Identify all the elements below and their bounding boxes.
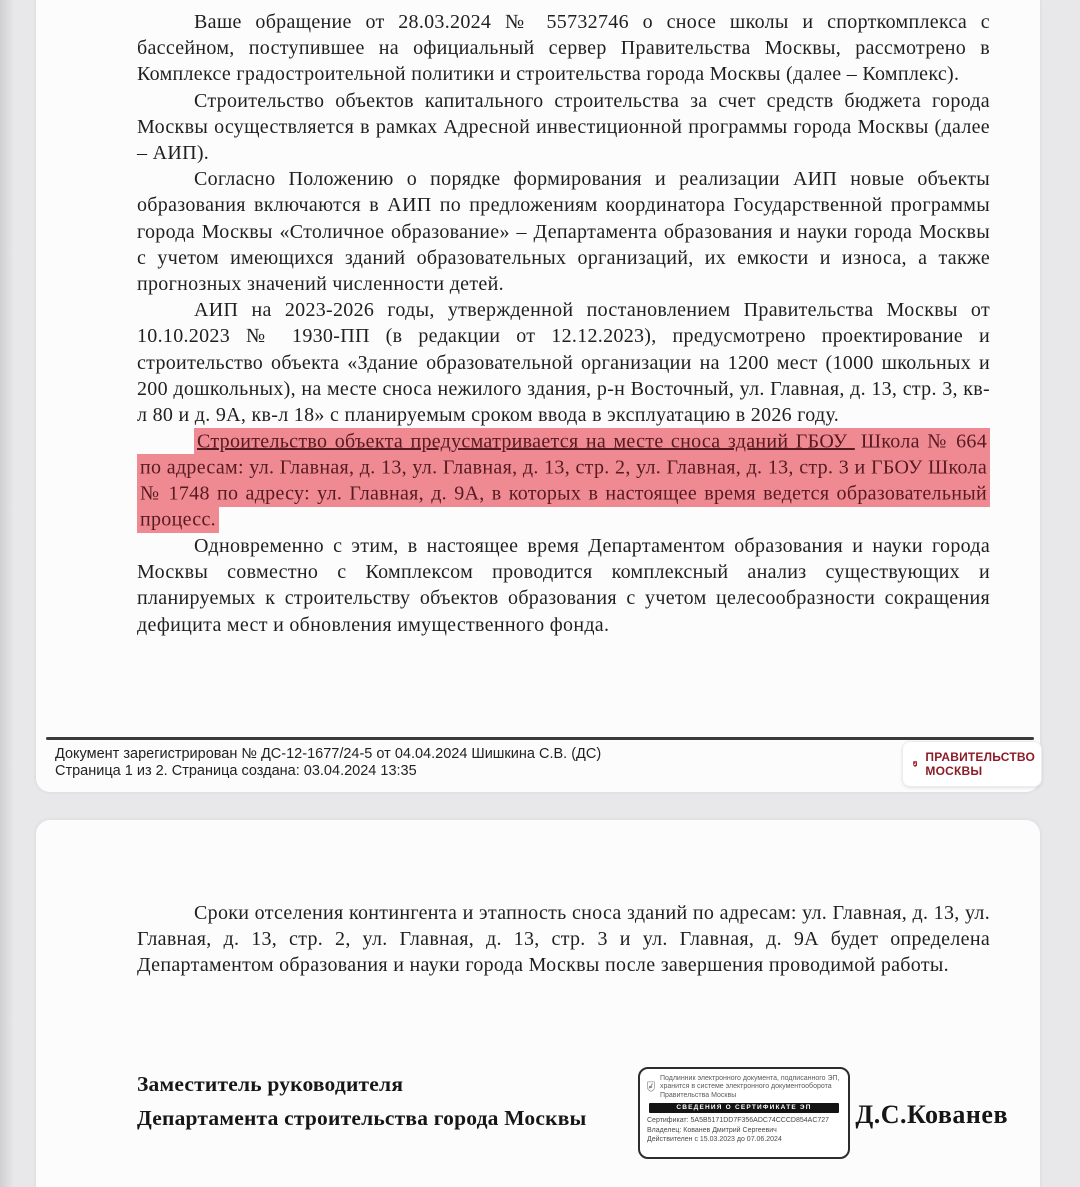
paragraph-highlighted xyxy=(137,428,990,533)
stamp-header-text: Подлинник электронного документа, подписанного ЭП, хранится в системе электронного документооборота Правительства Москвы xyxy=(659,1074,840,1099)
logo-line-2: МОСКВЫ xyxy=(925,764,983,778)
page-1-card xyxy=(36,0,1040,792)
paragraph-aip-budget: Строительство объектов капитального строительства за счет средств бюджета города Москвы осуществляется в рамках Адресной инвестиционной программы города Москвы (далее – АИП). xyxy=(137,89,990,165)
signer-position xyxy=(137,1067,587,1135)
stamp-owner-line: Владелец: Кованев Дмитрий Сергеевич xyxy=(647,1126,777,1134)
signer-name: Д.С.Кованев xyxy=(855,1099,1008,1129)
moscow-government-logo xyxy=(902,741,1042,787)
signature-block xyxy=(36,1067,1040,1177)
signer-position-line-2: Департамента строительства города Москвы xyxy=(137,1105,587,1130)
registration-line: Документ зарегистрирован № ДС-12-1677/24-5 от 04.04.2024 Шишкина С.В. (ДС) xyxy=(55,746,602,762)
paragraph-aip-2023-2026: АИП на 2023-2026 годы, утвержденной постановлением Правительства Москвы от 10.10.2023 № 1930-ПП (в редакции от 12.12.2023), предусмотрено проектирование и строительство объекта «Здание образовательной организации на 1200 мест (1000 школьных и 200 дошкольных), на месте сноса нежилого здания, р-н Восточный, ул. Главная, д. 13, стр. 3, кв-л 80 и д. 9А, кв-л 18» с планируемым сроком ввода в эксплуатацию в 2026 году. xyxy=(137,299,990,427)
moscow-coat-of-arms-icon xyxy=(913,745,917,783)
page-1-footer xyxy=(36,742,1040,792)
logo-line-1: ПРАВИТЕЛЬСТВО xyxy=(925,750,1035,764)
paragraph-resettlement: Сроки отселения контингента и этапность сноса зданий по адресам: ул. Главная, д. 13, ул. Главная, д. 13, стр. 2, ул. Главная, д. 13, стр. 3 и ул. Главная, д. 9А будет определена Департаментом образования и науки города Москвы после завершения проводимой работы. xyxy=(137,902,990,977)
page-2-card xyxy=(36,820,1040,1187)
stamp-coat-of-arms-icon xyxy=(647,1074,655,1099)
highlighted-underlined-text: Строительство объекта предусматривается на месте сноса зданий ГБОУ xyxy=(194,428,858,455)
page-info-line: Страница 1 из 2. Страница создана: 03.04.2024 13:35 xyxy=(55,763,417,779)
page-2-body xyxy=(36,820,1040,979)
registration-info xyxy=(55,746,601,780)
stamp-certificate-line: Сертификат: 5A5B5171DD7F356ADC74CCCD854AC727 xyxy=(647,1117,830,1125)
paragraph-closing: Одновременно с этим, в настоящее время Департаментом образования и науки города Москвы совместно с Комплексом проводится комплексный анализ существующих и планируемых к строительству объектов образования с учетом целесообразности сокращения дефицита мест и обновления имущественного фонда. xyxy=(137,535,990,636)
paragraph-appeal: Ваше обращение от 28.03.2024 № 55732746 о сносе школы и спорткомплекса с бассейном, поступившее на официальный сервер Правительства Москвы, рассмотрено в Комплексе градостроительной политики и строительства города Москвы (далее – Комплекс). xyxy=(137,11,990,86)
page-1-body xyxy=(36,0,1040,638)
stamp-certificate-bar: СВЕДЕНИЯ О СЕРТИФИКАТЕ ЭП xyxy=(649,1103,839,1113)
highlighted-text: Школа № 664 по адресам: ул. Главная, д. 13, ул. Главная, д. 13, стр. 2, ул. Главная, д. 13, стр. 3 и ГБОУ Школа № 1748 по адресу: ул. Главная, д. 9А, в которых в настоящее время ведется образовательный процесс. xyxy=(137,428,990,534)
digital-signature-stamp xyxy=(638,1067,850,1159)
paragraph-aip-rules: Согласно Положению о порядке формирования и реализации АИП новые объекты образования включаются в АИП по предложениям координатора Государственной программы города Москвы «Столичное образование» – Департамента образования и науки города Москвы с учетом имеющихся зданий образовательных организаций, их емкости и износа, а также прогнозных значений численности детей. xyxy=(137,168,990,296)
stamp-validity-line: Действителен с 15.03.2023 до 07.06.2024 xyxy=(647,1136,782,1144)
stamp-header xyxy=(647,1074,841,1101)
logo-caption xyxy=(925,750,1035,778)
signer-position-line-1: Заместитель руководителя xyxy=(137,1071,404,1096)
footer-divider xyxy=(46,737,1034,740)
